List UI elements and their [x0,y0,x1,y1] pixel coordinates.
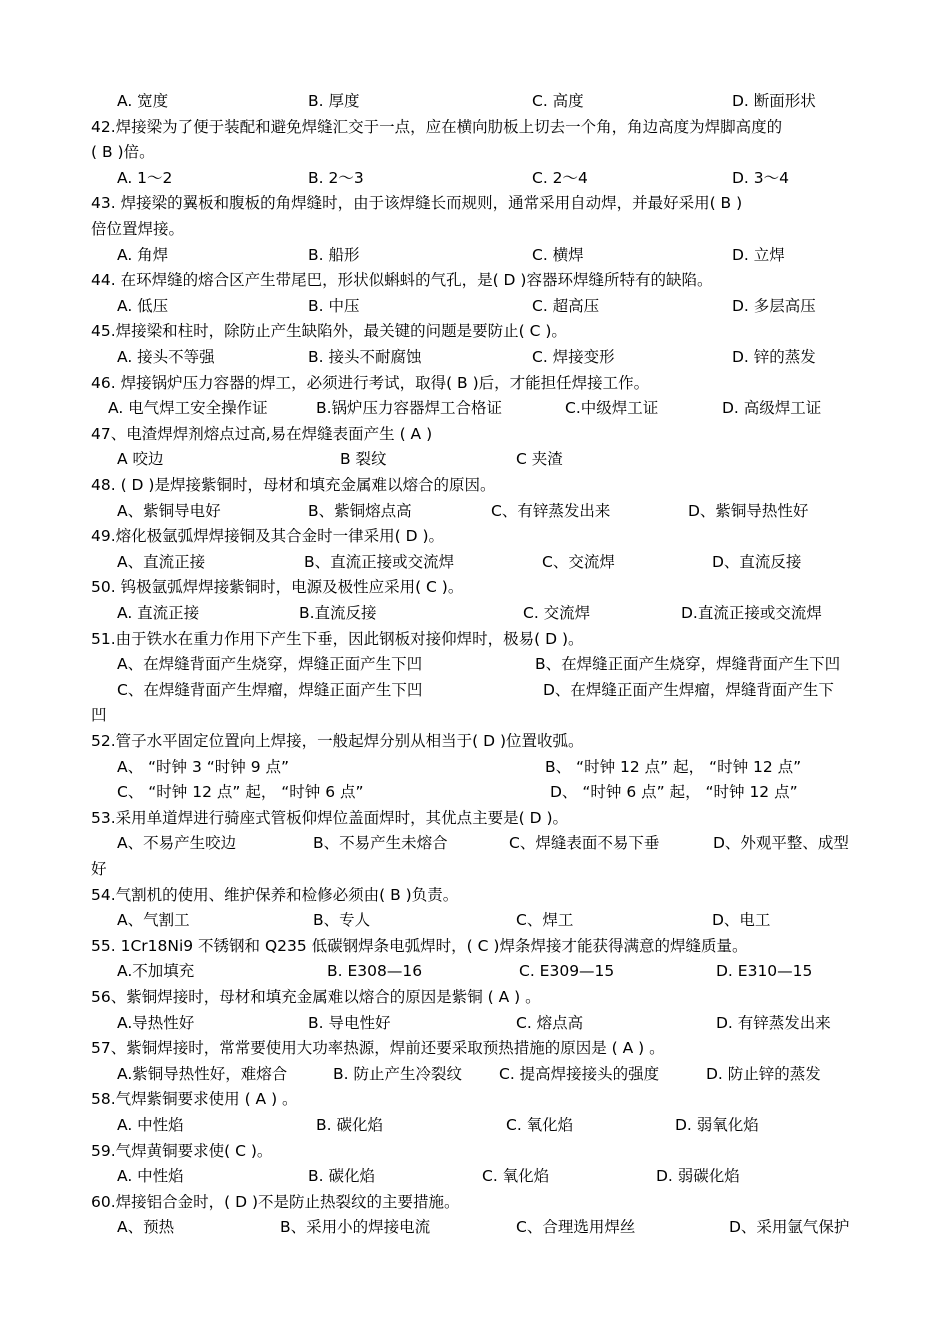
question-line: 52.管子水平固定位置向上焊接，一般起焊分别从相当于( D )位置收弧。 [91,732,584,750]
answer-option: A. 1～2 [117,169,173,187]
answer-option: B、采用小的焊接电流 [280,1218,431,1236]
answer-option: C、焊工 [516,911,574,929]
answer-option: A. 电气焊工安全操作证 [108,399,268,417]
question-line: 45.焊接梁和柱时，除防止产生缺陷外，最关键的问题是要防止( C )。 [91,322,567,340]
answer-option: A、不易产生咬边 [117,834,237,852]
answer-option: B、专人 [313,911,371,929]
answer-option: D. 弱氧化焰 [675,1116,759,1134]
answer-option: C. 交流焊 [523,604,591,622]
answer-option: A.不加填充 [117,962,195,980]
answer-option: B、在焊缝正面产生烧穿，焊缝背面产生下凹 [535,655,841,673]
answer-option: C. 提高焊接接头的强度 [499,1065,660,1083]
answer-option: A. 中性焰 [117,1116,184,1134]
question-line: 42.焊接梁为了便于装配和避免焊缝汇交于一点，应在横向肋板上切去一个角，角边高度为焊脚高度的 [91,118,783,136]
answer-option: D. 3～4 [732,169,790,187]
answer-option: D. 立焊 [732,246,785,264]
answer-option: C、焊缝表面不易下垂 [509,834,660,852]
answer-option: A.导热性好 [117,1014,195,1032]
question-line: 54.气割机的使用、维护保养和检修必须由( B )负责。 [91,886,459,904]
answer-option: B、直流正接或交流焊 [304,553,455,571]
answer-option: C. 高度 [532,92,584,110]
answer-option: A. 接头不等强 [117,348,215,366]
answer-option: A. 角焊 [117,246,169,264]
answer-option: A、气割工 [117,911,190,929]
question-line: 51.由于铁水在重力作用下产生下垂，因此钢板对接仰焊时，极易( D )。 [91,630,584,648]
question-line: 47、电渣焊焊剂熔点过高,易在焊缝表面产生 ( A ) [91,425,433,443]
answer-option: D、外观平整、成型 [713,834,849,852]
answer-option: C. 氧化焰 [482,1167,550,1185]
answer-option: D. 锌的蒸发 [732,348,816,366]
answer-option: C. 焊接变形 [532,348,615,366]
answer-option: B、紫铜熔点高 [308,502,412,520]
answer-option: B 裂纹 [340,450,387,468]
answer-option: C. E309—15 [519,962,615,980]
question-line: 53.采用单道焊进行骑座式管板仰焊位盖面焊时，其优点主要是( D )。 [91,809,569,827]
question-line: 46. 焊接锅炉压力容器的焊工，必须进行考试，取得( B )后，才能担任焊接工作。 [91,374,650,392]
answer-option: A、在焊缝背面产生烧穿，焊缝正面产生下凹 [117,655,423,673]
question-line: 60.焊接铝合金时，( D )不是防止热裂纹的主要措施。 [91,1193,460,1211]
answer-option: A 咬边 [117,450,164,468]
question-line: 倍位置焊接。 [91,220,185,238]
answer-option: B. 导电性好 [308,1014,391,1032]
answer-option: D. 有锌蒸发出来 [716,1014,831,1032]
answer-option: B. 碳化焰 [308,1167,375,1185]
answer-option: C. 熔点高 [516,1014,584,1032]
answer-option: B. 船形 [308,246,360,264]
question-line: 55. 1Cr18Ni9 不锈钢和 Q235 低碳钢焊条电弧焊时，( C )焊条焊接才能获得满意的焊缝质量。 [91,937,748,955]
answer-option: C、合理选用焊丝 [516,1218,636,1236]
answer-option: A. 低压 [117,297,169,315]
answer-option: A、预热 [117,1218,175,1236]
answer-option: D、直流反接 [712,553,802,571]
answer-option: D. 断面形状 [732,92,816,110]
answer-option: A.紫铜导热性好，难熔合 [117,1065,288,1083]
question-line: 49.熔化极氩弧焊焊接铜及其合金时一律采用( D )。 [91,527,445,545]
answer-option: D、电工 [712,911,771,929]
question-line: 56、紫铜焊接时，母材和填充金属难以熔合的原因是紫铜 ( A ) 。 [91,988,541,1006]
answer-option: D、采用氩气保护 [729,1218,850,1236]
question-line: 43. 焊接梁的翼板和腹板的角焊缝时，由于该焊缝长而规则，通常采用自动焊，并最好采用( B ) [91,194,743,212]
question-line: ( B )倍。 [91,143,155,161]
answer-option: D、 “时钟 6 点” 起， “时钟 12 点” [550,783,798,801]
answer-option: C、 “时钟 12 点” 起， “时钟 6 点” [117,783,364,801]
answer-option: D、在焊缝正面产生焊瘤，焊缝背面产生下 [543,681,834,699]
answer-option: B、不易产生未熔合 [313,834,448,852]
answer-option: D. E310—15 [716,962,813,980]
question-line: 48. ( D )是焊接紫铜时，母材和填充金属难以熔合的原因。 [91,476,496,494]
question-line: 59.气焊黄铜要求使( C )。 [91,1142,273,1160]
answer-option: B. 厚度 [308,92,360,110]
answer-option: B、 “时钟 12 点” 起， “时钟 12 点” [545,758,802,776]
answer-option: B. 碳化焰 [316,1116,383,1134]
answer-option: D. 防止锌的蒸发 [706,1065,821,1083]
answer-option: C、在焊缝背面产生焊瘤，焊缝正面产生下凹 [117,681,423,699]
answer-option: B. 防止产生冷裂纹 [333,1065,462,1083]
answer-option: A、 “时钟 3 “时钟 9 点” [117,758,290,776]
question-line: 50. 钨极氩弧焊焊接紫铜时，电源及极性应采用( C )。 [91,578,464,596]
answer-option: B. 接头不耐腐蚀 [308,348,422,366]
answer-option: A、紫铜导电好 [117,502,221,520]
answer-option: B.直流反接 [299,604,377,622]
answer-option: C. 氧化焰 [506,1116,574,1134]
answer-option: C 夹渣 [516,450,563,468]
question-line: 好 [91,860,107,878]
answer-option: D. 高级焊工证 [722,399,822,417]
answer-option: C、有锌蒸发出来 [491,502,611,520]
question-line: 凹 [91,706,107,724]
answer-option: D、紫铜导热性好 [688,502,809,520]
answer-option: B. 2～3 [308,169,364,187]
question-line: 44. 在环焊缝的熔合区产生带尾巴，形状似蝌蚪的气孔，是( D )容器环焊缝所特有的缺陷。 [91,271,713,289]
answer-option: A. 中性焰 [117,1167,184,1185]
answer-option: D. 弱碳化焰 [656,1167,740,1185]
answer-option: B. 中压 [308,297,360,315]
answer-option: C、交流焊 [542,553,615,571]
answer-option: D.直流正接或交流焊 [681,604,822,622]
answer-option: B. E308—16 [327,962,423,980]
answer-option: D. 多层高压 [732,297,816,315]
answer-option: C. 超高压 [532,297,600,315]
answer-option: C. 2～4 [532,169,588,187]
question-line: 58.气焊紫铜要求使用 ( A ) 。 [91,1090,298,1108]
answer-option: A. 宽度 [117,92,169,110]
answer-option: A. 直流正接 [117,604,200,622]
question-line: 57、紫铜焊接时，常常要使用大功率热源，焊前还要采取预热措施的原因是 ( A ) 。 [91,1039,665,1057]
answer-option: C.中级焊工证 [565,399,659,417]
answer-option: C. 横焊 [532,246,584,264]
answer-option: B.锅炉压力容器焊工合格证 [316,399,503,417]
answer-option: A、直流正接 [117,553,206,571]
